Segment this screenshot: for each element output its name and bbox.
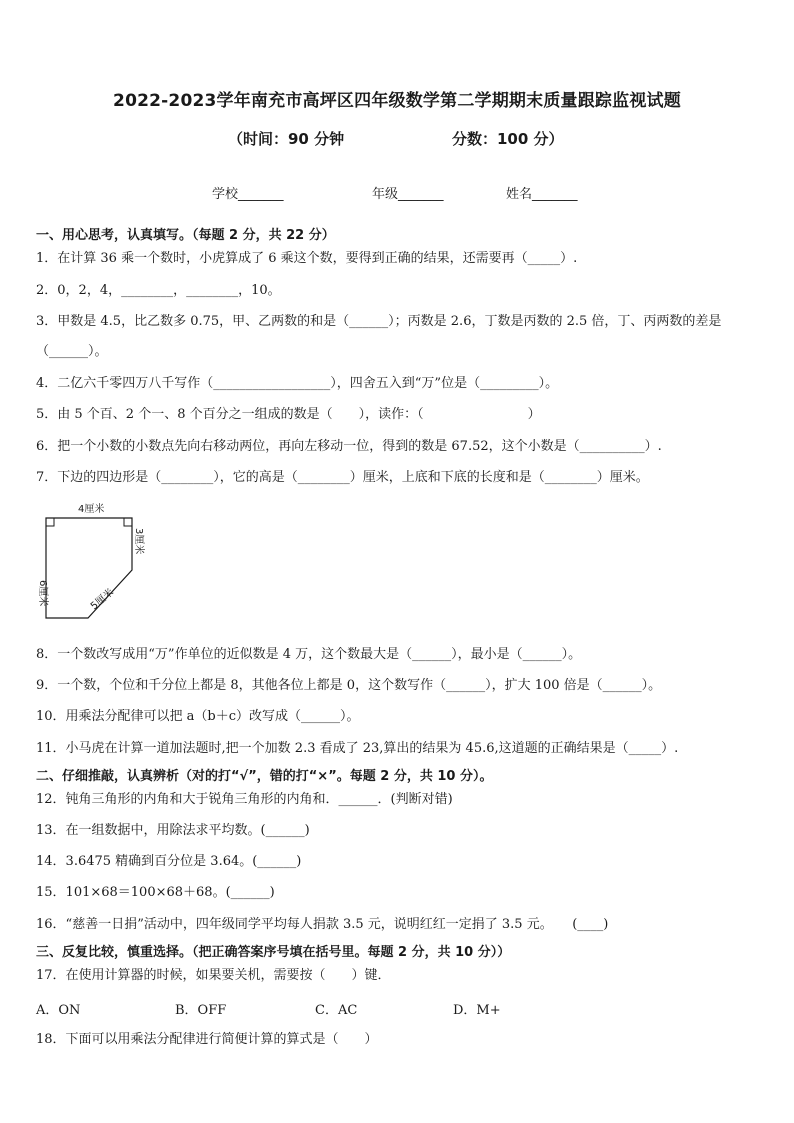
figure-top-label: 4厘米: [78, 504, 105, 515]
figure-right-label: 3厘米: [133, 528, 144, 555]
question-5: 5．由 5 个百、2 个一、8 个百分之一组成的数是（ ），读作：（ ）: [36, 407, 541, 422]
question-17: 17．在使用计算器的时候，如果要关机，需要按（ ）键．: [36, 968, 391, 983]
section-2-heading: 二、仔细推敲，认真辨析（对的打“√”，错的打“×”。每题 2 分，共 10 分）。: [36, 769, 493, 784]
question-9: 9．一个数，个位和千分位上都是 8，其他各位上都是 0，这个数写作（______），扩大 100 倍是（______）。: [36, 678, 662, 693]
question-11: 11．小马虎在计算一道加法题时,把一个加数 2.3 看成了 23,算出的结果为 45.6,这道题的正确结果是（_____）.: [36, 741, 679, 756]
school-field: 学校_______: [212, 187, 284, 202]
figure-slant-label: 5厘米: [88, 586, 117, 613]
grade-field: 年级_______: [372, 187, 444, 202]
figure-left-label: 6厘米: [37, 580, 48, 607]
question-14: 14．3.6475 精确到百分位是 3.64。(______): [36, 854, 302, 869]
question-15: 15．101×68＝100×68＋68。(______): [36, 885, 275, 900]
option-c: C．AC: [315, 1003, 358, 1018]
question-3: 3．甲数是 4.5，比乙数多 0.75，甲、乙两数的和是（______）；丙数是 2.6，丁数是丙数的 2.5 倍，丁、丙两数的差是: [36, 314, 722, 329]
question-8: 8．一个数改写成用“万”作单位的近似数是 4 万，这个数最大是（______），最小是（______）。: [36, 647, 582, 662]
question-3-cont: （______）。: [36, 344, 108, 359]
exam-time: （时间：90 分钟: [228, 130, 345, 148]
question-12: 12．钝角三角形的内角和大于锐角三角形的内角和．______．(判断对错): [36, 792, 453, 807]
question-16: 16．“慈善一日捐”活动中，四年级同学平均每人捐款 3.5 元，说明红红一定捐了 3.5 元。 (____): [36, 917, 609, 932]
section-3-heading: 三、反复比较，慎重选择。（把正确答案序号填在括号里。每题 2 分，共 10 分））: [36, 945, 511, 960]
name-field: 姓名_______: [506, 187, 578, 202]
option-d: D．M+: [453, 1003, 501, 1018]
question-1: 1．在计算 36 乘一个数时，小虎算成了 6 乘这个数，要得到正确的结果，还需要再（_____）.: [36, 251, 578, 266]
question-18: 18．下面可以用乘法分配律进行简便计算的算式是（ ）: [36, 1032, 378, 1047]
question-2: 2．0，2，4，________，________，10。: [36, 283, 281, 298]
question-6: 6．把一个小数的小数点先向右移动两位，再向左移动一位，得到的数是 67.52，这个小数是（__________）.: [36, 439, 662, 454]
trapezoid-figure: [36, 500, 156, 625]
exam-score: 分数：100 分）: [452, 130, 564, 148]
page-title: 2022-2023学年南充市高坪区四年级数学第二学期期末质量跟踪监视试题: [113, 91, 681, 111]
question-13: 13．在一组数据中，用除法求平均数。(______): [36, 823, 310, 838]
option-a: A．ON: [36, 1003, 81, 1018]
section-1-heading: 一、用心思考，认真填写。（每题 2 分，共 22 分）: [36, 228, 335, 243]
option-b: B．OFF: [175, 1003, 227, 1018]
question-10: 10．用乘法分配律可以把 a（b＋c）改写成（______）。: [36, 709, 360, 724]
question-4: 4．二亿六千零四万八千写作（__________________），四舍五入到“万”位是（_________）。: [36, 376, 559, 391]
question-7: 7．下边的四边形是（________），它的高是（________）厘米，上底和下底的长度和是（________）厘米。: [36, 470, 649, 485]
